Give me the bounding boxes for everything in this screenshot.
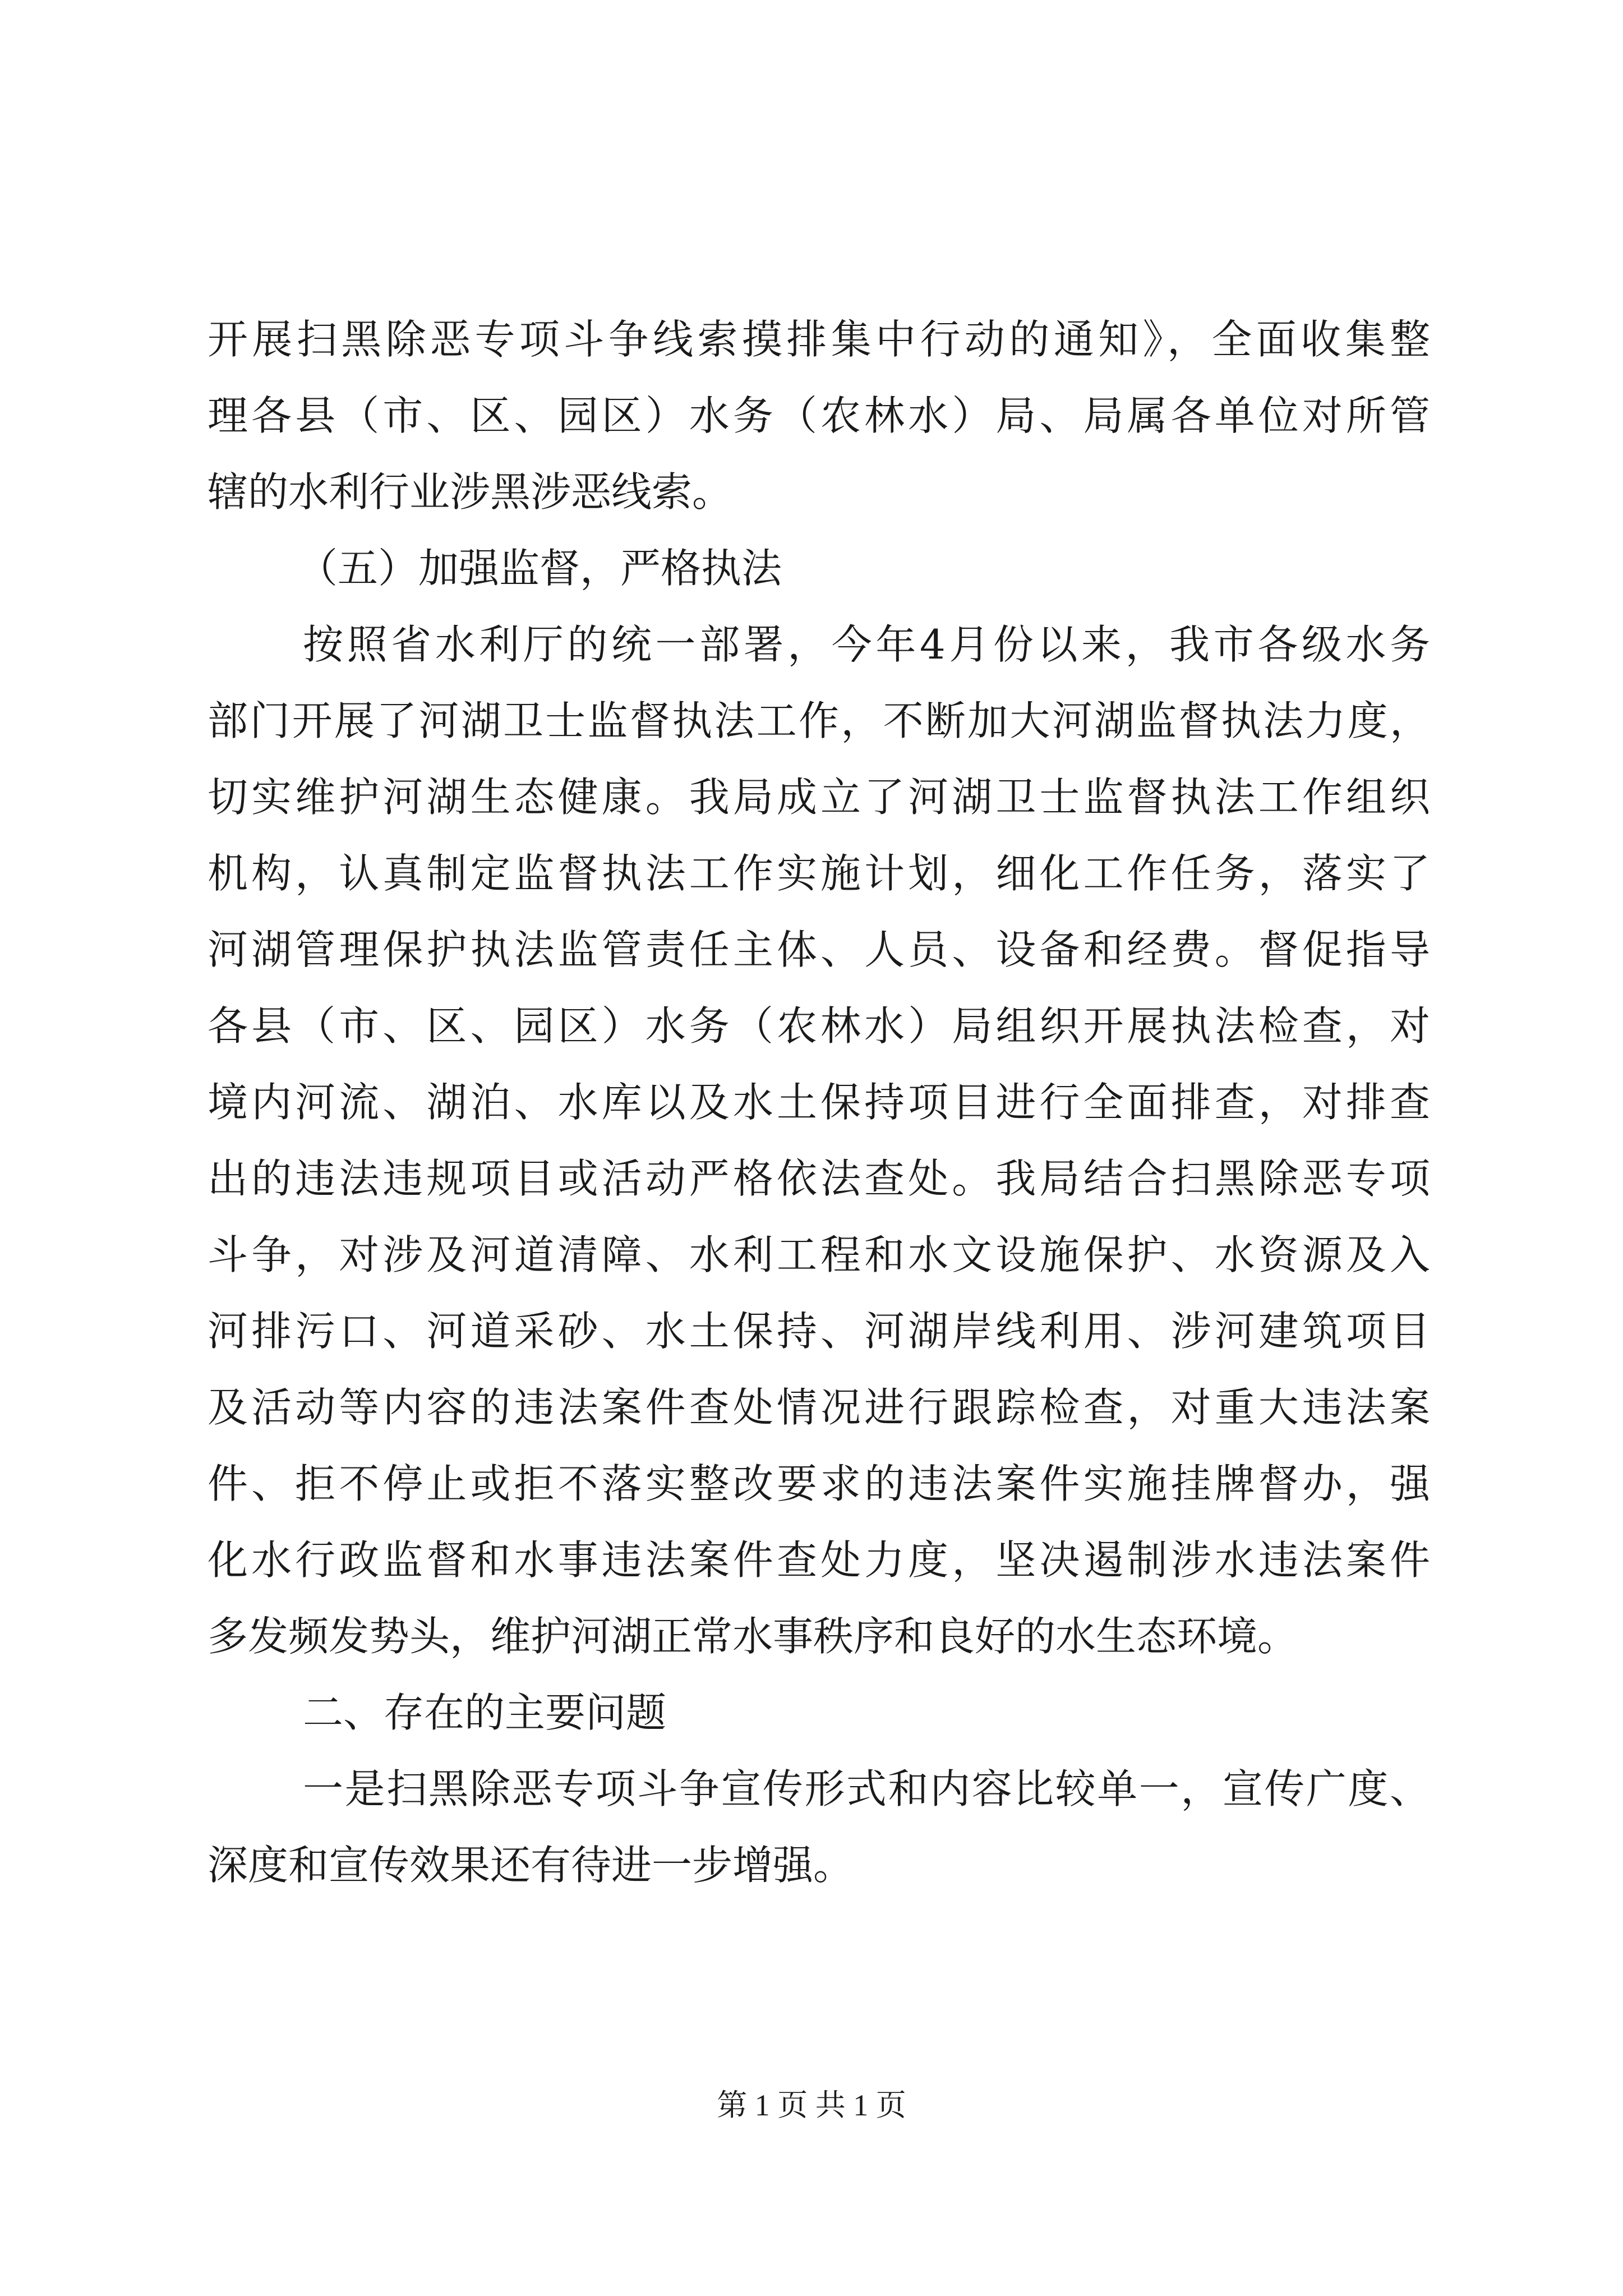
body-text-line: 件、拒不停止或拒不落实整改要求的违法案件实施挂牌督办，强	[208, 1460, 1430, 1507]
body-text-line: 斗争，对涉及河道清障、水利工程和水文设施保护、水资源及入	[208, 1231, 1430, 1278]
paragraph-first-line: 一是扫黑除恶专项斗争宣传形式和内容比较单一，宣传广度、	[303, 1765, 1430, 1812]
page-number-footer: 第 1 页 共 1 页	[717, 2088, 906, 2122]
body-text-line: 各县（市、区、园区）水务（农林水）局组织开展执法检查，对	[208, 1002, 1430, 1050]
paragraph-first-line: 按照省水利厅的统一部署，今年4月份以来，我市各级水务	[303, 621, 1430, 668]
body-text-line: 出的违法违规项目或活动严格依法查处。我局结合扫黑除恶专项	[208, 1155, 1430, 1202]
body-text-line: 深度和宣传效果还有待进一步增强。	[208, 1842, 854, 1889]
body-text-line: 切实维护河湖生态健康。我局成立了河湖卫士监督执法工作组织	[208, 774, 1430, 821]
body-text-line: 及活动等内容的违法案件查处情况进行跟踪检查，对重大违法案	[208, 1384, 1430, 1431]
body-text-line: 理各县（市、区、园区）水务（农林水）局、局属各单位对所管	[208, 392, 1430, 439]
body-text-line: 部门开展了河湖卫士监督执法工作，不断加大河湖监督执法力度，	[208, 697, 1430, 744]
section-heading: （五）加强监督，严格执法	[297, 545, 782, 592]
body-text-line: 机构，认真制定监督执法工作实施计划，细化工作任务，落实了	[208, 850, 1430, 897]
section-heading: 二、存在的主要问题	[303, 1689, 667, 1736]
body-text-line: 化水行政监督和水事违法案件查处力度，坚决遏制涉水违法案件	[208, 1536, 1430, 1584]
body-text-line: 境内河流、湖泊、水库以及水土保持项目进行全面排查，对排查	[208, 1079, 1430, 1126]
body-text-line: 河湖管理保护执法监管责任主体、人员、设备和经费。督促指导	[208, 926, 1430, 973]
body-text-line: 开展扫黑除恶专项斗争线索摸排集中行动的通知》，全面收集整	[208, 316, 1430, 363]
body-text-line: 辖的水利行业涉黑涉恶线索。	[208, 468, 733, 516]
body-text-line: 河排污口、河道采砂、水土保持、河湖岸线利用、涉河建筑项目	[208, 1308, 1430, 1355]
body-text-line: 多发频发势头，维护河湖正常水事秩序和良好的水生态环境。	[208, 1613, 1298, 1660]
